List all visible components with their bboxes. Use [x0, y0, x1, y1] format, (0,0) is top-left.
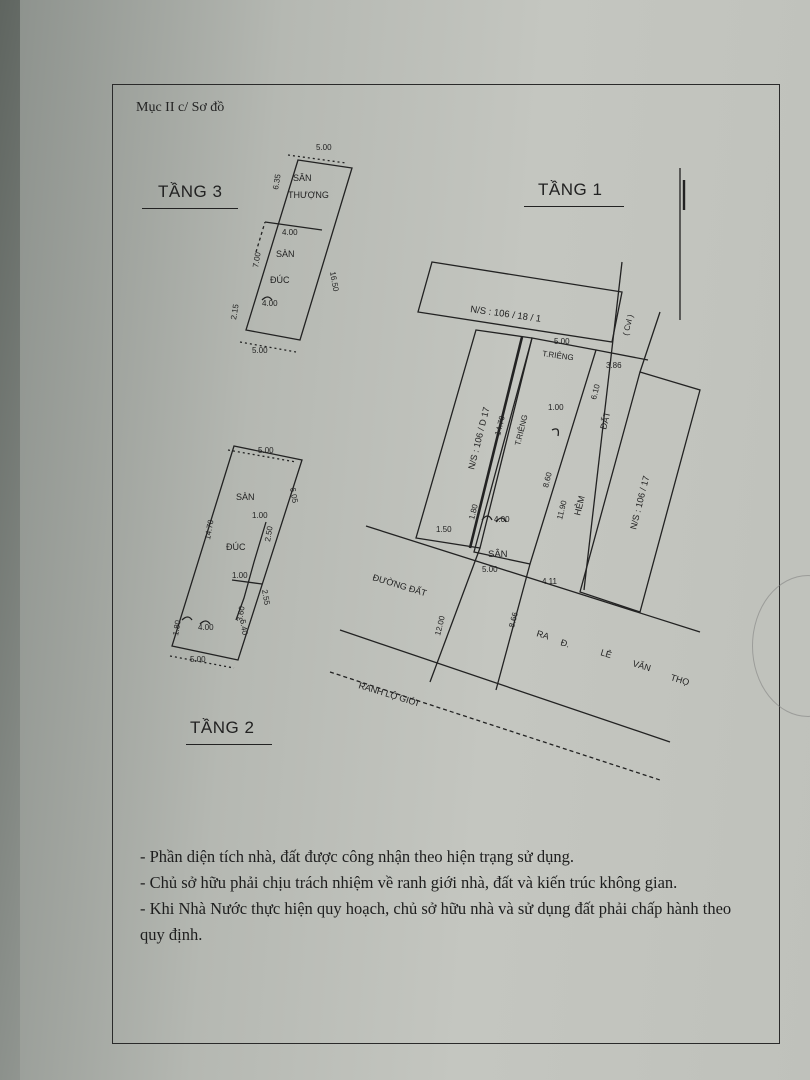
lot-106-18-1: [418, 262, 622, 342]
f1-t-rieng-h: T.RIÊNG: [541, 349, 575, 363]
f1-dim-150: 1.50: [436, 525, 452, 534]
f2-dim-360: 3.60: [235, 605, 247, 623]
f1-dim-1200: 12.00: [433, 614, 447, 637]
notes-block: [140, 844, 740, 948]
f3-dim-635: 6.35: [271, 173, 283, 191]
f2-dim-100a: 1.00: [252, 511, 268, 520]
f2-dim-1470: 14.70: [203, 519, 216, 541]
f3-dim-1650: 16.50: [328, 270, 341, 293]
f1-tho: THỌ: [669, 672, 691, 688]
floor-2-label: TẦNG 2: [190, 718, 255, 737]
f2-dim-605: 6.05: [288, 486, 300, 504]
f2-duc: ĐÚC: [226, 542, 246, 552]
f3-dim-700: 7.00: [251, 251, 263, 269]
f1-dim-100: 1.00: [548, 403, 564, 412]
f2-dim-250: 2.50: [263, 525, 275, 543]
f1-ra: RA: [535, 628, 551, 642]
f1-dim-860: 8.60: [541, 471, 554, 489]
f1-ns-top: N/S : 106 / 18 / 1: [469, 304, 542, 325]
floor-3-label: TẦNG 3: [158, 182, 223, 201]
f1-dim-1470: 14.70: [493, 414, 507, 437]
f3-san-duc-2: ĐÚC: [270, 275, 290, 285]
f2-dim-180: 1.80: [171, 619, 183, 637]
note-1: - Phần diện tích nhà, đất được công nhận theo hiện trạng sử dụng.: [140, 847, 574, 866]
floor3-outline: [246, 160, 352, 340]
f1-d: Đ.: [559, 637, 571, 650]
f3-dim-400b: 4.00: [262, 299, 278, 308]
f1-cvl: ( Cvl ): [621, 313, 636, 337]
f2-dim-bottom: 5.00: [190, 655, 206, 664]
f2-dim-400: 4.00: [198, 623, 214, 632]
note-2: - Chủ sở hữu phải chịu trách nhiệm về ranh giới nhà, đất và kiến trúc không gian.: [140, 873, 678, 892]
f3-dim-400a: 4.00: [282, 228, 298, 237]
floor-1-label: TẦNG 1: [538, 180, 603, 199]
f3-dim-bottom: 5.00: [252, 346, 268, 355]
lot-main: [474, 338, 596, 564]
f3-dim-215: 2.15: [229, 303, 241, 321]
note-3: - Khi Nhà Nước thực hiện quy hoạch, chủ sở hữu nhà và sử dụng đất phải chấp hành theo quy định.: [140, 899, 732, 944]
f1-dim-180: 1.80: [467, 503, 480, 521]
f1-dim-411: 4.11: [542, 577, 557, 586]
f3-dim-top: 5.00: [316, 143, 332, 152]
f1-hem: HẺM: [572, 494, 587, 517]
f2-dim-top: 5.00: [258, 446, 274, 455]
f1-dim-500-bot: 5.00: [482, 565, 498, 574]
f1-dim-610: 6.10: [589, 383, 602, 401]
f1-san: SÂN: [488, 549, 508, 560]
f1-dat: ĐẤT: [598, 410, 613, 431]
f1-dim-386: 3.86: [606, 361, 622, 370]
f3-san-thuong-2: THƯỢNG: [288, 190, 329, 200]
section-title: Mục II c/ Sơ đồ: [136, 100, 225, 115]
f1-ranh-lo-gioi: RANH LỘ GIỚI: [357, 680, 420, 709]
f1-ns-left: N/S : 106 / D 17: [466, 405, 492, 471]
f2-dim-255: 2.55: [260, 588, 272, 606]
f1-dim-1190: 11.90: [555, 499, 569, 521]
f3-san-duc-1: SÀN: [276, 249, 295, 259]
f2-dim-540: 5.40: [238, 618, 250, 636]
f1-dim-400: 4.00: [494, 515, 510, 524]
f3-san-thuong-1: SÂN: [293, 173, 312, 183]
f1-t-rieng-v: T.RIÊNG: [513, 413, 530, 447]
f1-dim-866: 8.66: [507, 611, 520, 629]
f1-ns-right: N/S : 106 / 17: [628, 474, 652, 531]
f1-duong-dat: ĐƯỜNG ĐẤT: [371, 572, 428, 599]
f2-san: SÀN: [236, 492, 255, 502]
floor2-outline: [172, 446, 302, 660]
f2-dim-100b: 1.00: [232, 571, 248, 580]
f1-van: VĂN: [631, 658, 653, 674]
f1-le: LÊ: [599, 647, 613, 661]
f1-dim-500-top: 5.00: [554, 337, 570, 346]
